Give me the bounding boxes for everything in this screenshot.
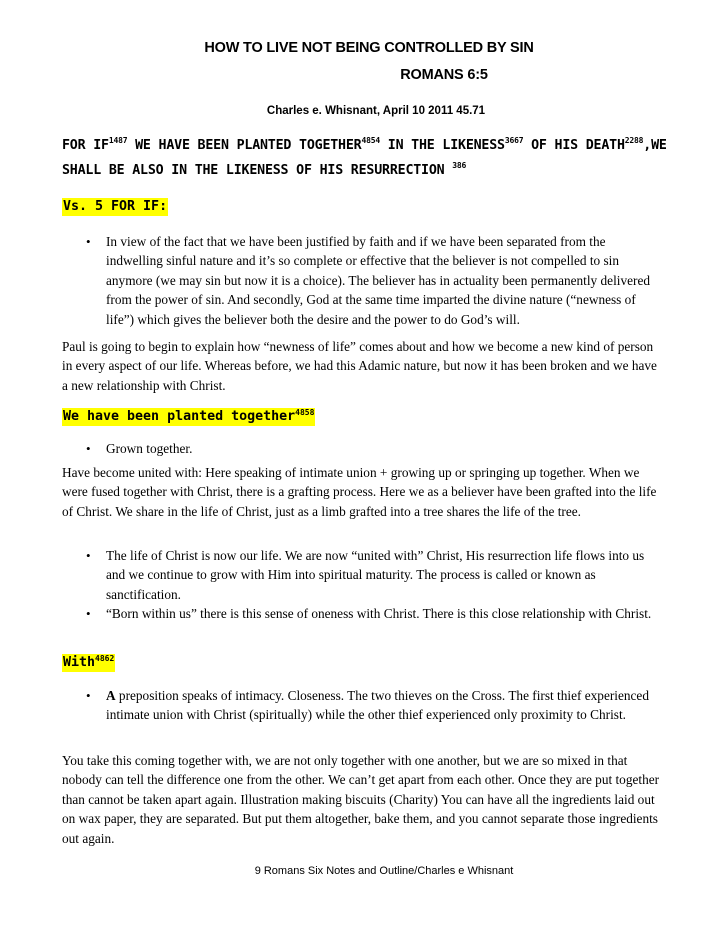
list-item: [62, 546, 662, 604]
strongs-number: 386: [452, 161, 467, 170]
section-heading-planted-together: [62, 408, 315, 426]
list-item: [62, 686, 662, 725]
list-item-text: In view of the fact that we have been justified by faith and if we have been separated from the indwelling sinful nature and it’s so complete or effective that the believer is not compelled to sin anymore (we may sin but now it is a choice). The believer has in actuality been permanently delivered from the power of sin. And secondly, God at the same time imparted the divine nature (“newness of life”) which gives the believer both the desire and the power to do God’s will.: [106, 234, 650, 327]
bullet-icon: •: [86, 606, 91, 622]
bullet-list: [62, 546, 662, 624]
list-item-lead: A: [106, 688, 116, 703]
paragraph: Have become united with: Here speaking of intimate union + growing up or springing up together. When we were fused together with Christ, there is a grafting process. Here we as a believer have been grafted into the life of Christ. We share in the life of Christ, just as a limb grafted into a tree shares the life of the tree.: [62, 465, 657, 519]
list-item-text: preposition speaks of intimacy. Closeness. The two thieves on the Cross. The first thief experienced intimate union with Christ (spiritually) while the other thief experienced only proximity to Christ.: [106, 688, 649, 723]
bullet-icon: •: [86, 688, 91, 703]
scripture-reference: ROMANS 6:5: [400, 67, 488, 83]
document-title: HOW TO LIVE NOT BEING CONTROLLED BY SIN: [204, 40, 534, 56]
list-item: [62, 604, 662, 623]
verse-segment: ,WE SHALL BE ALSO IN THE LIKENESS OF HIS RESURRECTION: [62, 138, 667, 178]
bullet-icon: •: [86, 548, 91, 563]
strongs-number: 4854: [361, 136, 380, 145]
strongs-number: 4862: [95, 654, 115, 663]
verse-segment: FOR IF: [62, 138, 109, 153]
bullet-list: [62, 686, 662, 725]
list-item-text: Grown together.: [106, 441, 193, 456]
strongs-number: 2288: [624, 136, 644, 145]
section-heading-for-if: Vs. 5 FOR IF:: [63, 199, 168, 214]
strongs-number: 4858: [295, 408, 315, 417]
verse-segment: WE HAVE BEEN PLANTED TOGETHER: [127, 138, 362, 153]
bullet-icon: •: [86, 234, 91, 249]
page-footer: 9 Romans Six Notes and Outline/Charles e Whisnant: [254, 865, 514, 877]
list-item-text: The life of Christ is now our life. We are now “united with” Christ, His resurrection life flows into us and we continue to grow with Him into spiritual maturity. The process is called or known as sanctification.: [106, 548, 645, 602]
bullet-list: [62, 439, 662, 458]
list-item-text: “Born within us” there is this sense of oneness with Christ. There is this close relationship with Christ.: [106, 606, 652, 622]
verse-text: [62, 133, 702, 183]
bullet-list: [62, 232, 662, 329]
paragraph: Paul is going to begin to explain how “newness of life” comes about and how we become a new kind of person in every aspect of our life. Whereas before, we had this Adamic nature, but now it has been broken and we have a new relationship with Christ.: [62, 339, 657, 393]
section-heading-with: [62, 654, 115, 672]
paragraph: You take this coming together with, we are not only together with one another, but we are so mixed in that nobody can tell the difference one from the other. We can’t get apart from each other. Once they are put together than cannot be taken apart again. Illustration making biscuits (Charity) You can have all the ingredients laid out on wax paper, they are separated. But put them altogether, bake them, and you cannot separate those ingredients out again.: [62, 753, 660, 846]
verse-segment: IN THE LIKENESS: [379, 138, 505, 153]
list-item: [62, 232, 662, 329]
list-item: [62, 439, 662, 458]
heading-text: We have been planted together: [63, 409, 296, 424]
verse-segment: OF HIS DEATH: [523, 138, 625, 153]
bullet-icon: •: [86, 441, 91, 456]
heading-text: With: [63, 655, 96, 670]
strongs-number: 3667: [504, 136, 524, 145]
author-line: Charles e. Whisnant, April 10 2011 45.71: [266, 105, 486, 117]
strongs-number: 1487: [108, 136, 128, 145]
